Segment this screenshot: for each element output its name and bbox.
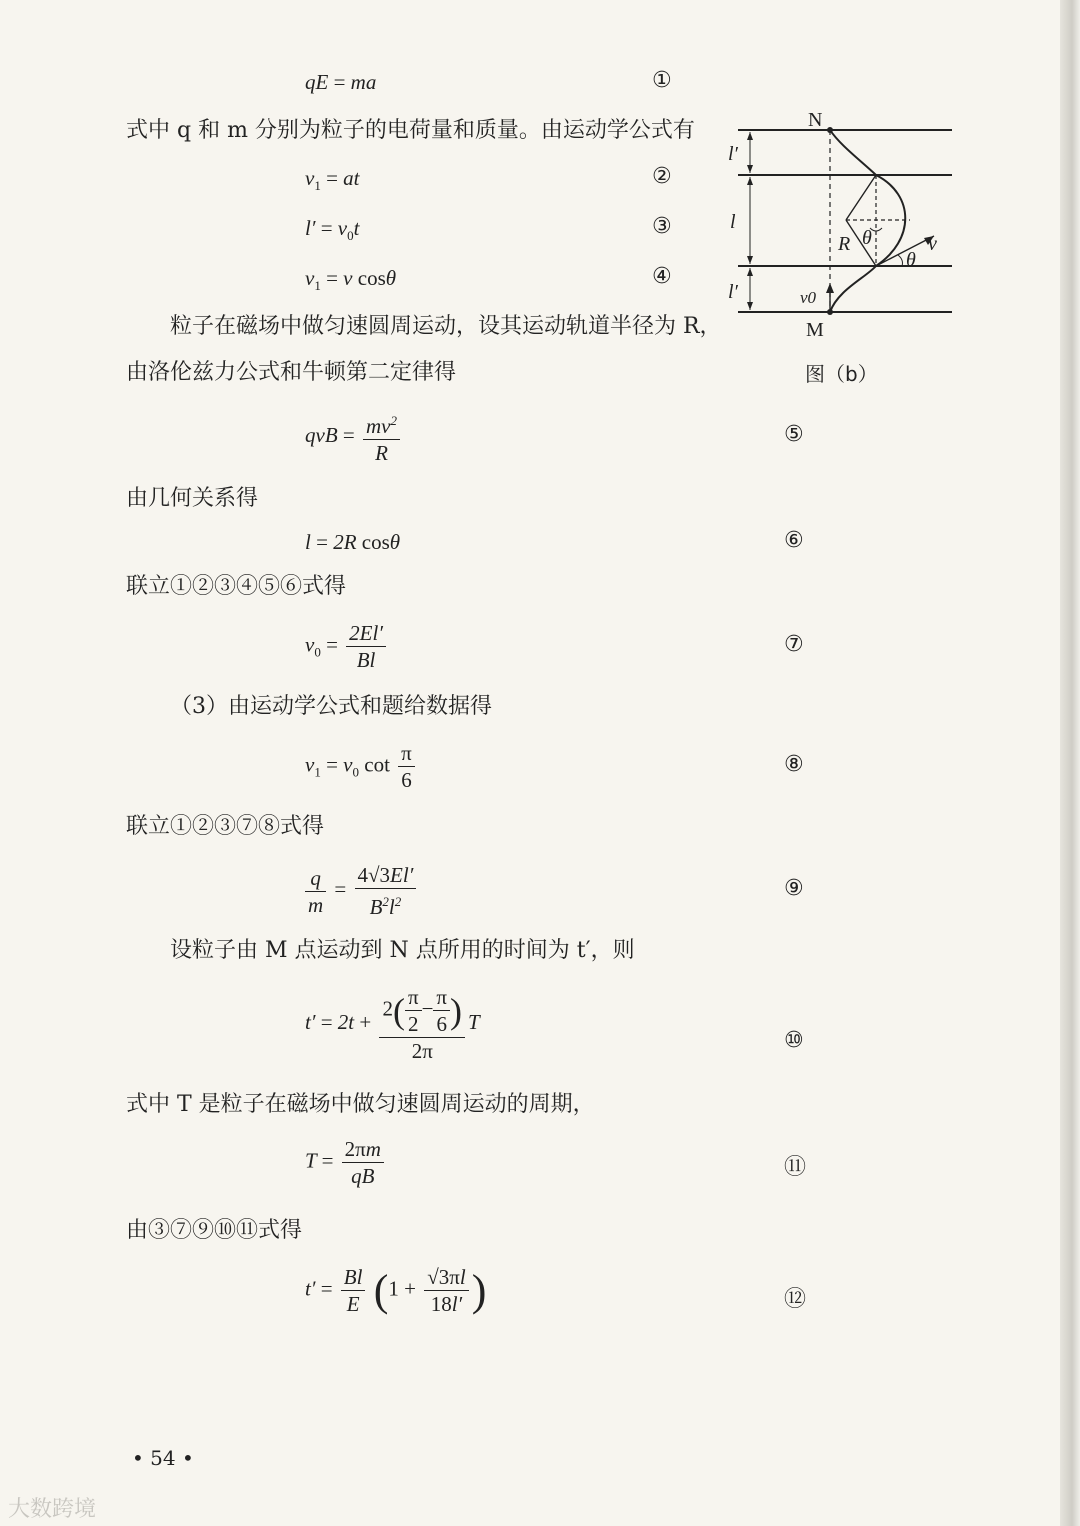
text-line-combine-2: 联立①②③⑦⑧式得 [126,814,325,839]
equation-11: T = $\frac{2\pi m}{qB}$ [305,1136,387,1189]
equation-number-4: ④ [652,264,672,289]
label-theta-2: θ [906,249,916,271]
figure-caption: 图（b） [805,362,878,386]
label-n: N [808,109,823,131]
figure-b-diagram [720,100,980,340]
velocity-arrow-v [876,236,934,266]
text-line-geometry: 由几何关系得 [126,486,259,511]
equation-number-1: ① [652,68,672,93]
equation-number-7: ⑦ [784,632,804,657]
label-l-prime-bottom: l′ [728,281,738,303]
radius-line-upper [846,175,876,220]
equation-number-9: ⑨ [784,876,804,901]
text-line-q-m: 式中 q 和 m 分别为粒子的电荷量和质量。由运动学公式有 [126,118,695,143]
label-m: M [806,319,824,340]
point-m-dot [827,309,833,315]
label-l: l [730,211,736,233]
equation-1: qE = ma [305,70,377,94]
equation-4: $v_1 = v$ cosθ [305,266,397,294]
equation-number-11: ⑪ [784,1155,807,1180]
page-number: • 54 • [132,1446,194,1470]
text-line-part-3: （3）由运动学公式和题给数据得 [170,694,492,719]
equation-number-6: ⑥ [784,528,804,553]
label-theta-1: θ [862,227,872,249]
equation-8: $v_1 = v_0$ cot $\frac{\pi}{6}$ [305,740,418,793]
particle-trajectory [830,130,905,312]
watermark: 大数跨境 [8,1497,97,1522]
text-line-magnetic: 粒子在磁场中做匀速圆周运动，设其运动轨道半径为 R， [170,314,722,339]
text-line-combine-3: 由③⑦⑨⑩⑪式得 [126,1218,303,1243]
equation-number-2: ② [652,164,672,189]
equation-7: $v_0$ = $\frac{2El'}{Bl}$ [305,620,389,673]
equation-number-8: ⑧ [784,752,804,777]
equation-number-5: ⑤ [784,422,804,447]
equation-number-3: ③ [652,214,672,239]
equation-10: t′ = 2t + 2( $\frac{\pi}{2}$ − $\frac{\pi}{6}$ ) 2π T [305,985,480,1063]
equation-number-10: ⑩ [784,1028,804,1053]
point-n-dot [827,127,833,133]
equation-number-12: ⑫ [784,1287,807,1312]
equation-9: $\frac{q}{m}$ = $\frac{4√3El'}{B^2l^2}$ [305,862,419,920]
label-r: R [838,233,851,255]
label-v: v [928,233,937,255]
label-l-prime-top: l′ [728,143,738,165]
label-v0: v0 [800,288,817,307]
equation-3: $l' = v_0t$ [305,216,360,244]
equation-5: qvB = $\frac{mv^2}{R}$ [305,408,403,466]
text-line-combine-1: 联立①②③④⑤⑥式得 [126,574,347,599]
equation-12: t′ = $\frac{Bl}{E}$ (1 + $\frac{√3\pi l}{18l'}$ ) [305,1265,487,1316]
page-edge [1060,0,1080,1526]
equation-6: l = 2R cosθ [305,530,401,554]
text-line-period: 式中 T 是粒子在磁场中做匀速圆周运动的周期， [126,1092,595,1117]
text-line-lorentz: 由洛伦兹力公式和牛顿第二定律得 [126,360,457,385]
text-line-time: 设粒子由 M 点运动到 N 点所用的时间为 t′，则 [170,938,635,963]
equation-2: $v_1$ = at [305,166,360,194]
